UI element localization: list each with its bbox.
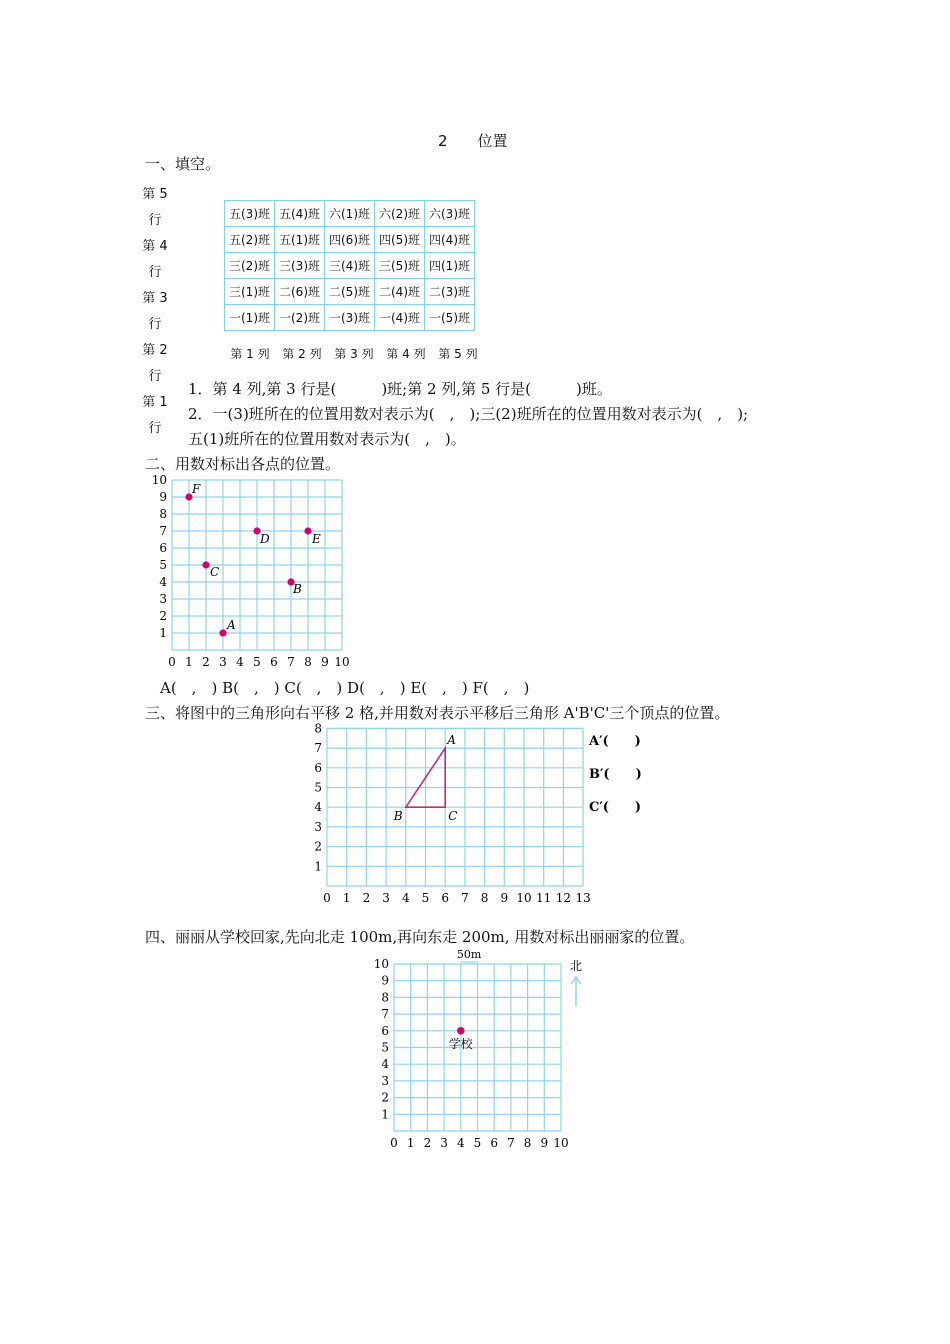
y-tick-label: 3 xyxy=(314,819,322,834)
class-seating-grid xyxy=(224,200,475,331)
section3-heading: 三、将图中的三角形向右平移 2 格,并用数对表示平移后三角形 A'B'C'三个顶点的位置。 xyxy=(145,704,730,722)
north-label: 北 xyxy=(569,959,583,973)
x-tick-label: 7 xyxy=(461,891,469,905)
grid-cell: 五(4)班 xyxy=(275,201,325,227)
grid-cell: 六(2)班 xyxy=(375,201,425,227)
x-tick-label: 8 xyxy=(480,891,489,905)
grid-cell: 三(1)班 xyxy=(225,279,275,305)
vertex-label: B xyxy=(393,809,403,824)
y-tick-label: 7 xyxy=(314,741,322,756)
grid-cell: 二(5)班 xyxy=(325,279,375,305)
vertex-label: A xyxy=(447,733,456,748)
row-label: 第 3 行 xyxy=(142,291,168,332)
y-tick-label: 6 xyxy=(314,760,322,775)
x-tick-label: 9 xyxy=(500,891,509,905)
x-tick-label: 4 xyxy=(456,1136,465,1150)
grid-cell: 一(1)班 xyxy=(225,305,275,331)
grid-cell: 一(4)班 xyxy=(375,305,425,331)
y-tick-label: 6 xyxy=(381,1023,389,1038)
row-label: 第 5 行 xyxy=(142,187,168,228)
grid-cell: 四(1)班 xyxy=(425,253,475,279)
y-tick-label: 1 xyxy=(159,626,167,640)
section4-heading: 四、丽丽从学校回家,先向北走 100m,再向东走 200m, 用数对标出丽丽家的位置。 xyxy=(145,928,695,946)
coordinate-grid-triangle xyxy=(305,722,650,907)
y-tick-label: 4 xyxy=(381,1057,389,1072)
y-tick-label: 9 xyxy=(159,490,167,504)
grid-cell: 三(5)班 xyxy=(375,253,425,279)
x-tick-label: 10 xyxy=(516,891,532,905)
y-tick-label: 4 xyxy=(159,575,167,589)
column-label: 第 4 列 xyxy=(386,347,426,361)
school-label: 学校 xyxy=(448,1036,473,1051)
x-tick-label: 11 xyxy=(536,891,552,905)
x-tick-label: 8 xyxy=(304,655,312,669)
x-tick-label: 2 xyxy=(202,655,210,669)
y-tick-label: 3 xyxy=(381,1073,389,1088)
grid-cell: 二(4)班 xyxy=(375,279,425,305)
y-tick-label: 7 xyxy=(381,1007,389,1022)
y-tick-label: 4 xyxy=(314,800,322,815)
y-tick-label: 3 xyxy=(159,592,167,606)
y-tick-label: 6 xyxy=(159,541,167,555)
y-tick-label: 8 xyxy=(159,507,167,521)
x-tick-label: 10 xyxy=(334,655,350,669)
x-tick-label: 8 xyxy=(523,1136,532,1150)
school-point xyxy=(457,1027,465,1035)
x-tick-label: 1 xyxy=(406,1136,415,1150)
page-title: 2 位置 xyxy=(438,132,508,150)
grid-cell: 二(3)班 xyxy=(425,279,475,305)
x-tick-label: 2 xyxy=(362,891,371,905)
question-1: 1．第 4 列,第 3 行是( )班;第 2 列,第 5 行是( )班。 xyxy=(188,380,612,398)
x-tick-label: 0 xyxy=(168,655,176,669)
y-tick-label: 1 xyxy=(314,859,322,874)
x-tick-label: 4 xyxy=(236,655,244,669)
y-tick-label: 9 xyxy=(381,973,389,988)
grid-cell: 三(4)班 xyxy=(325,253,375,279)
y-tick-label: 2 xyxy=(159,609,167,623)
grid-cell: 四(4)班 xyxy=(425,227,475,253)
x-tick-label: 7 xyxy=(507,1136,515,1150)
grid-cell: 五(1)班 xyxy=(275,227,325,253)
grid-cell: 六(3)班 xyxy=(425,201,475,227)
row-label: 第 2 行 xyxy=(142,343,168,384)
x-tick-label: 0 xyxy=(323,891,331,905)
coordinate-grid-school xyxy=(365,944,595,1154)
point-label: A xyxy=(227,618,236,632)
x-tick-label: 3 xyxy=(219,655,227,669)
vertex-answer: B′( ) xyxy=(589,767,642,782)
x-tick-label: 13 xyxy=(575,891,591,905)
vertex-label: C xyxy=(448,809,458,824)
point-A xyxy=(219,629,226,636)
y-tick-label: 2 xyxy=(314,839,322,854)
x-tick-label: 3 xyxy=(440,1136,448,1150)
x-tick-label: 5 xyxy=(473,1136,482,1150)
column-label: 第 1 列 xyxy=(230,347,270,361)
row-label: 第 1 行 xyxy=(142,395,168,436)
x-tick-label: 1 xyxy=(342,891,351,905)
x-tick-label: 6 xyxy=(490,1136,499,1150)
question-2-continued: 五(1)班所在的位置用数对表示为( , )。 xyxy=(188,430,466,448)
y-tick-label: 8 xyxy=(381,990,389,1005)
point-C xyxy=(202,561,209,568)
grid-cell: 一(5)班 xyxy=(425,305,475,331)
x-tick-label: 10 xyxy=(553,1136,569,1150)
point-label: D xyxy=(260,532,270,546)
column-label: 第 3 列 xyxy=(334,347,374,361)
grid-cell: 五(2)班 xyxy=(225,227,275,253)
x-tick-label: 9 xyxy=(321,655,329,669)
column-label: 第 2 列 xyxy=(282,347,322,361)
x-tick-label: 2 xyxy=(423,1136,432,1150)
column-labels xyxy=(224,345,484,362)
grid-cell: 三(3)班 xyxy=(275,253,325,279)
x-tick-label: 6 xyxy=(270,655,278,669)
grid-cell: 二(6)班 xyxy=(275,279,325,305)
y-tick-label: 5 xyxy=(381,1040,389,1055)
grid-cell: 一(3)班 xyxy=(325,305,375,331)
section2-answers: A( , ) B( , ) C( , ) D( , ) E( , ) F( , ) xyxy=(160,679,530,697)
x-tick-label: 5 xyxy=(253,655,261,669)
section1-heading: 一、填空。 xyxy=(145,155,221,173)
y-tick-label: 1 xyxy=(381,1107,389,1122)
x-tick-label: 1 xyxy=(185,655,193,669)
x-tick-label: 6 xyxy=(441,891,450,905)
x-tick-label: 9 xyxy=(540,1136,549,1150)
point-label: F xyxy=(192,482,201,496)
x-tick-label: 0 xyxy=(390,1136,398,1150)
y-tick-label: 2 xyxy=(381,1090,389,1105)
x-tick-label: 7 xyxy=(287,655,295,669)
row-label: 第 4 行 xyxy=(142,239,168,280)
point-label: B xyxy=(293,582,302,596)
point-label: E xyxy=(312,532,321,546)
y-tick-label: 10 xyxy=(151,473,167,487)
grid-cell: 四(5)班 xyxy=(375,227,425,253)
row-labels xyxy=(142,182,168,442)
x-tick-label: 4 xyxy=(401,891,410,905)
grid-cell: 五(3)班 xyxy=(225,201,275,227)
grid-cell: 一(2)班 xyxy=(275,305,325,331)
scale-label: 50m xyxy=(456,948,482,961)
point-label: C xyxy=(210,565,220,579)
y-tick-label: 7 xyxy=(159,524,167,538)
column-label: 第 5 列 xyxy=(438,347,478,361)
vertex-answer: C′( ) xyxy=(589,800,642,815)
section2-heading: 二、用数对标出各点的位置。 xyxy=(145,455,341,473)
coordinate-grid-points xyxy=(140,470,370,670)
grid-cell: 三(2)班 xyxy=(225,253,275,279)
y-tick-label: 8 xyxy=(314,722,322,736)
y-tick-label: 5 xyxy=(314,780,322,795)
question-2: 2．一(3)班所在的位置用数对表示为( , );三(2)班所在的位置用数对表示为( , ); xyxy=(188,405,749,423)
grid-cell: 六(1)班 xyxy=(325,201,375,227)
x-tick-label: 3 xyxy=(382,891,390,905)
x-tick-label: 12 xyxy=(555,891,572,905)
vertex-answer: A′( ) xyxy=(589,734,641,749)
point-E xyxy=(304,527,311,534)
y-tick-label: 5 xyxy=(159,558,167,572)
grid-cell: 四(6)班 xyxy=(325,227,375,253)
y-tick-label: 10 xyxy=(373,957,389,971)
x-tick-label: 5 xyxy=(421,891,430,905)
